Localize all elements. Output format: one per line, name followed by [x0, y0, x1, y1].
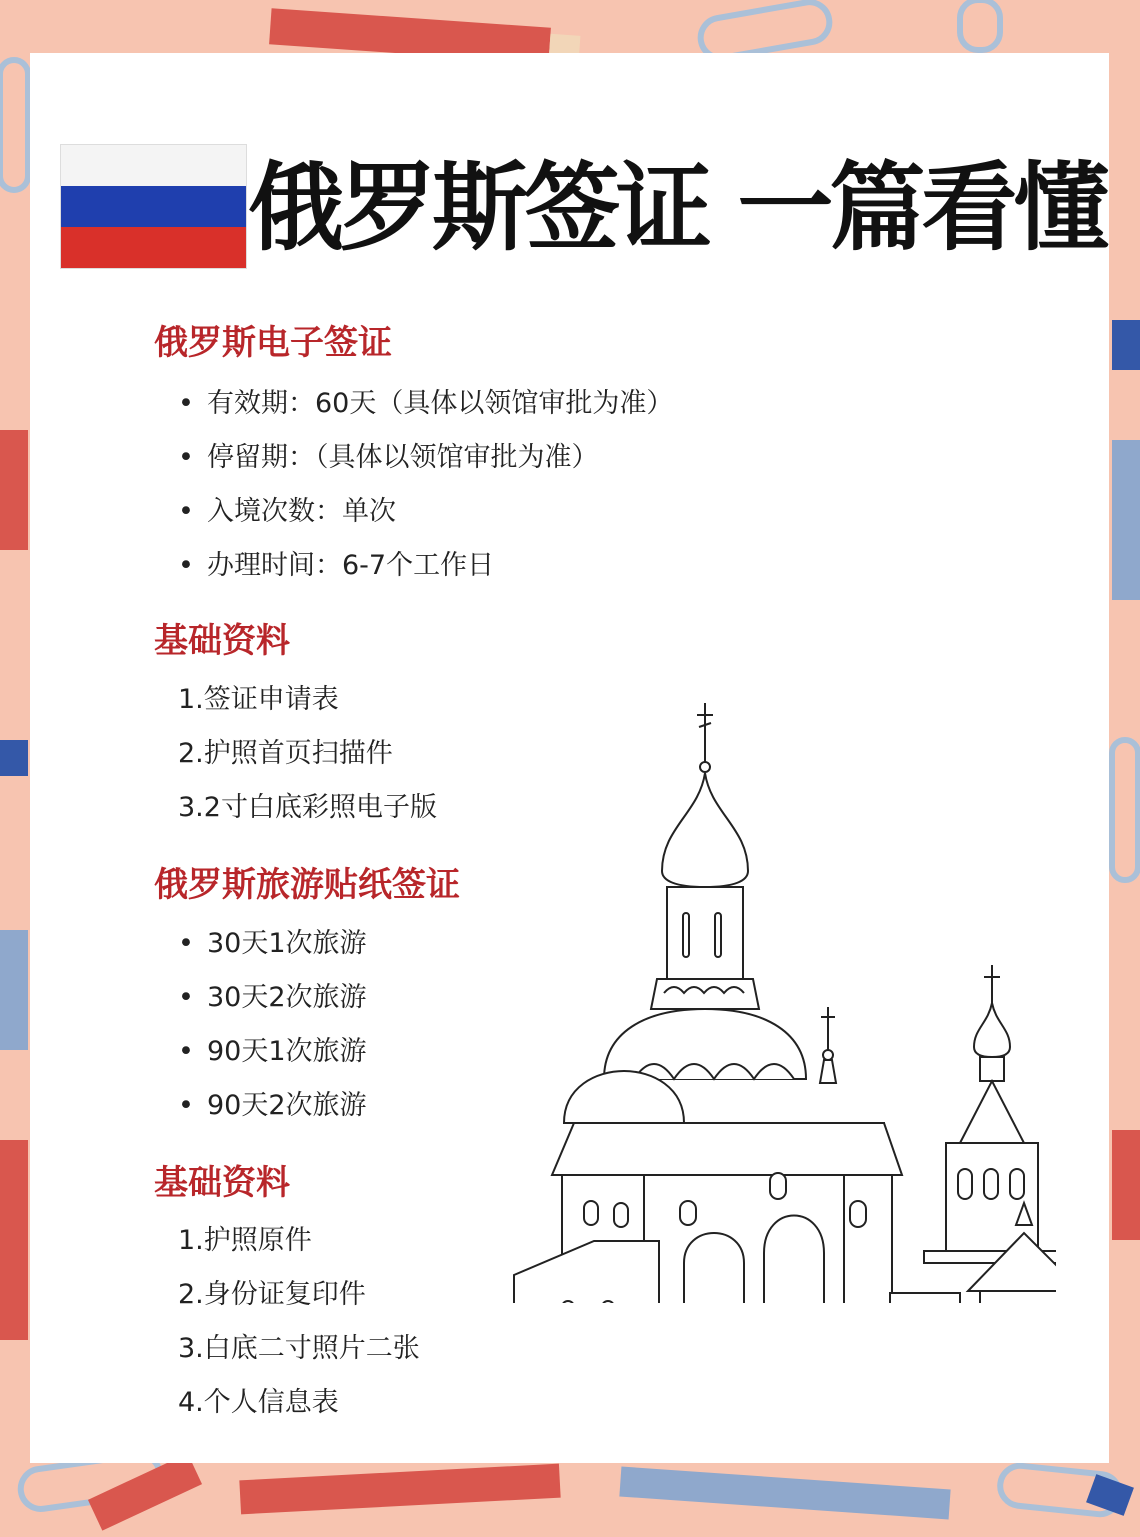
list-item: 3.白底二寸照片二张	[178, 1333, 420, 1364]
bullet-list	[178, 377, 673, 593]
list-item: • 有效期：60天（具体以领馆审批为准）	[178, 377, 673, 431]
list-item: 3.2寸白底彩照电子版	[178, 792, 437, 823]
list-item: • 入境次数：单次	[178, 485, 673, 539]
list-item: • 90天1次旅游	[178, 1025, 367, 1079]
list-item: 1.护照原件	[178, 1225, 312, 1256]
list-item: • 30天2次旅游	[178, 971, 367, 1025]
list-item: 2.身份证复印件	[178, 1279, 366, 1310]
section-title: 俄罗斯电子签证	[154, 323, 392, 363]
numbered-list	[178, 1214, 420, 1430]
section-title: 俄罗斯旅游贴纸签证	[154, 865, 460, 905]
list-item: 2.护照首页扫描件	[178, 738, 393, 769]
section-title: 基础资料	[154, 1163, 290, 1203]
bullet-list	[178, 917, 367, 1133]
list-item: • 90天2次旅游	[178, 1079, 367, 1133]
list-item: • 停留期：（具体以领馆审批为准）	[178, 431, 673, 485]
page-title: 俄罗斯签证 一篇看懂	[248, 152, 1106, 264]
list-item: 4.个人信息表	[178, 1387, 339, 1418]
content-card	[30, 53, 1109, 1463]
russia-flag-icon	[61, 145, 246, 268]
section-title: 基础资料	[154, 621, 290, 661]
list-item: 1.签证申请表	[178, 684, 339, 715]
list-item: • 办理时间：6-7个工作日	[178, 539, 673, 593]
list-item: • 30天1次旅游	[178, 917, 367, 971]
numbered-list	[178, 673, 437, 835]
church-illustration	[484, 703, 1056, 1303]
